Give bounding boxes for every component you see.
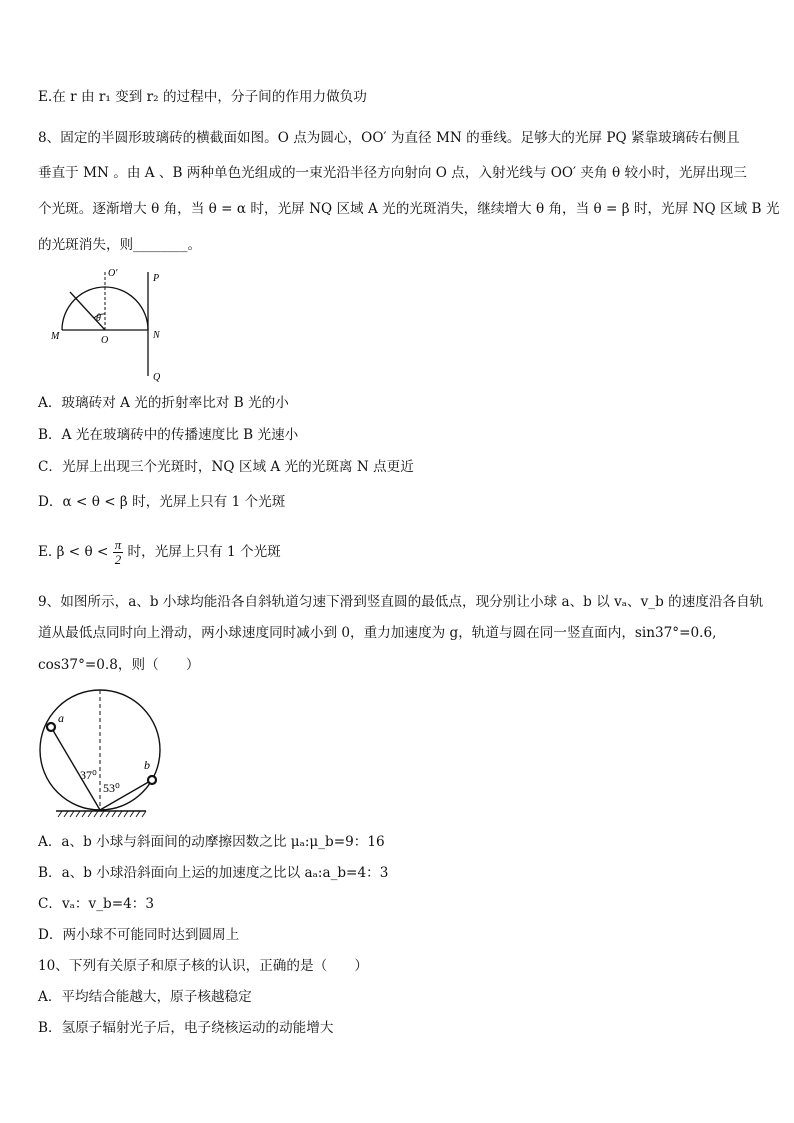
q8-option-a: A．玻璃砖对 A 光的折射率比对 B 光的小 xyxy=(38,395,289,411)
label-angle-37: 37⁰ xyxy=(80,768,97,782)
label-o-prime: O′ xyxy=(108,268,118,279)
fraction-denominator: 2 xyxy=(114,552,122,567)
q8-option-e-suffix: 时，光屏上只有 1 个光斑 xyxy=(127,544,281,560)
label-n: N xyxy=(153,330,160,341)
q9-stem-line-3: cos37°=0.8，则（ ） xyxy=(38,657,200,673)
q10-option-a: A．平均结合能越大，原子核越稳定 xyxy=(38,989,252,1005)
fraction-numerator: π xyxy=(114,537,122,552)
pi-over-two-fraction xyxy=(113,538,124,567)
glass-brick-figure xyxy=(48,264,178,386)
q9-option-a: A．a、b 小球与斜面间的动摩擦因数之比 μₐ:μ_b=9：16 xyxy=(38,834,385,850)
label-a: a xyxy=(58,711,64,725)
q8-stem-line-3: 个光斑。逐渐增大 θ 角，当 θ = α 时，光屏 NQ 区域 A 光的光斑消失，继续增大 θ 角，当 θ = β 时，光屏 NQ 区域 B 光 xyxy=(38,201,780,217)
q8-option-e-prefix: E. β < θ < xyxy=(38,544,109,560)
q10-option-b: B．氢原子辐射光子后，电子绕核运动的动能增大 xyxy=(38,1020,334,1036)
q9-option-d: D．两小球不可能同时达到圆周上 xyxy=(38,927,240,943)
q9-option-b: B．a、b 小球沿斜面向上运的加速度之比以 aₐ:a_b=4：3 xyxy=(38,865,389,881)
q8-option-c: C．光屏上出现三个光斑时，NQ 区域 A 光的光斑离 N 点更近 xyxy=(38,459,414,475)
q10-stem: 10、下列有关原子和原子核的认识，正确的是（ ） xyxy=(38,958,368,974)
vertical-circle-figure xyxy=(36,686,172,822)
q8-stem-line-4: 的光斑消失，则________。 xyxy=(38,237,202,253)
label-o: O xyxy=(101,335,109,346)
incident-ray xyxy=(70,292,105,330)
ball-a xyxy=(47,723,55,731)
label-q: Q xyxy=(153,372,161,383)
q8-option-d: D．α < θ < β 时，光屏上只有 1 个光斑 xyxy=(38,494,286,510)
label-angle-53: 53⁰ xyxy=(103,781,120,795)
label-theta: θ xyxy=(96,313,101,324)
q8-option-e xyxy=(38,538,281,567)
q9-option-c: C．vₐ：v_b=4：3 xyxy=(38,896,154,912)
q9-stem-line-1: 9、如图所示，a、b 小球均能沿各自斜轨道匀速下滑到竖直圆的最低点，现分别让小球 a、b 以 vₐ、v_b 的速度沿各自轨 xyxy=(38,594,764,610)
ground-hatch xyxy=(58,811,146,817)
option-e-prev: E.在 r 由 r₁ 变到 r₂ 的过程中，分子间的作用力做负功 xyxy=(38,89,367,105)
label-b: b xyxy=(144,758,150,772)
q9-stem-line-2: 道从最低点同时向上滑动，两小球速度同时减小到 0，重力加速度为 g，轨道与圆在同一竖直面内，sin37°=0.6, xyxy=(38,625,717,641)
label-p: P xyxy=(153,273,160,284)
ball-b xyxy=(148,776,156,784)
q8-option-b: B．A 光在玻璃砖中的传播速度比 B 光速小 xyxy=(38,427,299,443)
q8-stem-line-2: 垂直于 MN 。由 A 、B 两种单色光组成的一束光沿半径方向射向 O 点，入射光线与 OO′ 夹角 θ 较小时，光屏出现三 xyxy=(38,165,747,181)
q8-stem-line-1: 8、固定的半圆形玻璃砖的横截面如图。O 点为圆心，OO′ 为直径 MN 的垂线。足够大的光屏 PQ 紧靠玻璃砖右侧且 xyxy=(38,130,740,146)
label-m: M xyxy=(51,331,60,342)
